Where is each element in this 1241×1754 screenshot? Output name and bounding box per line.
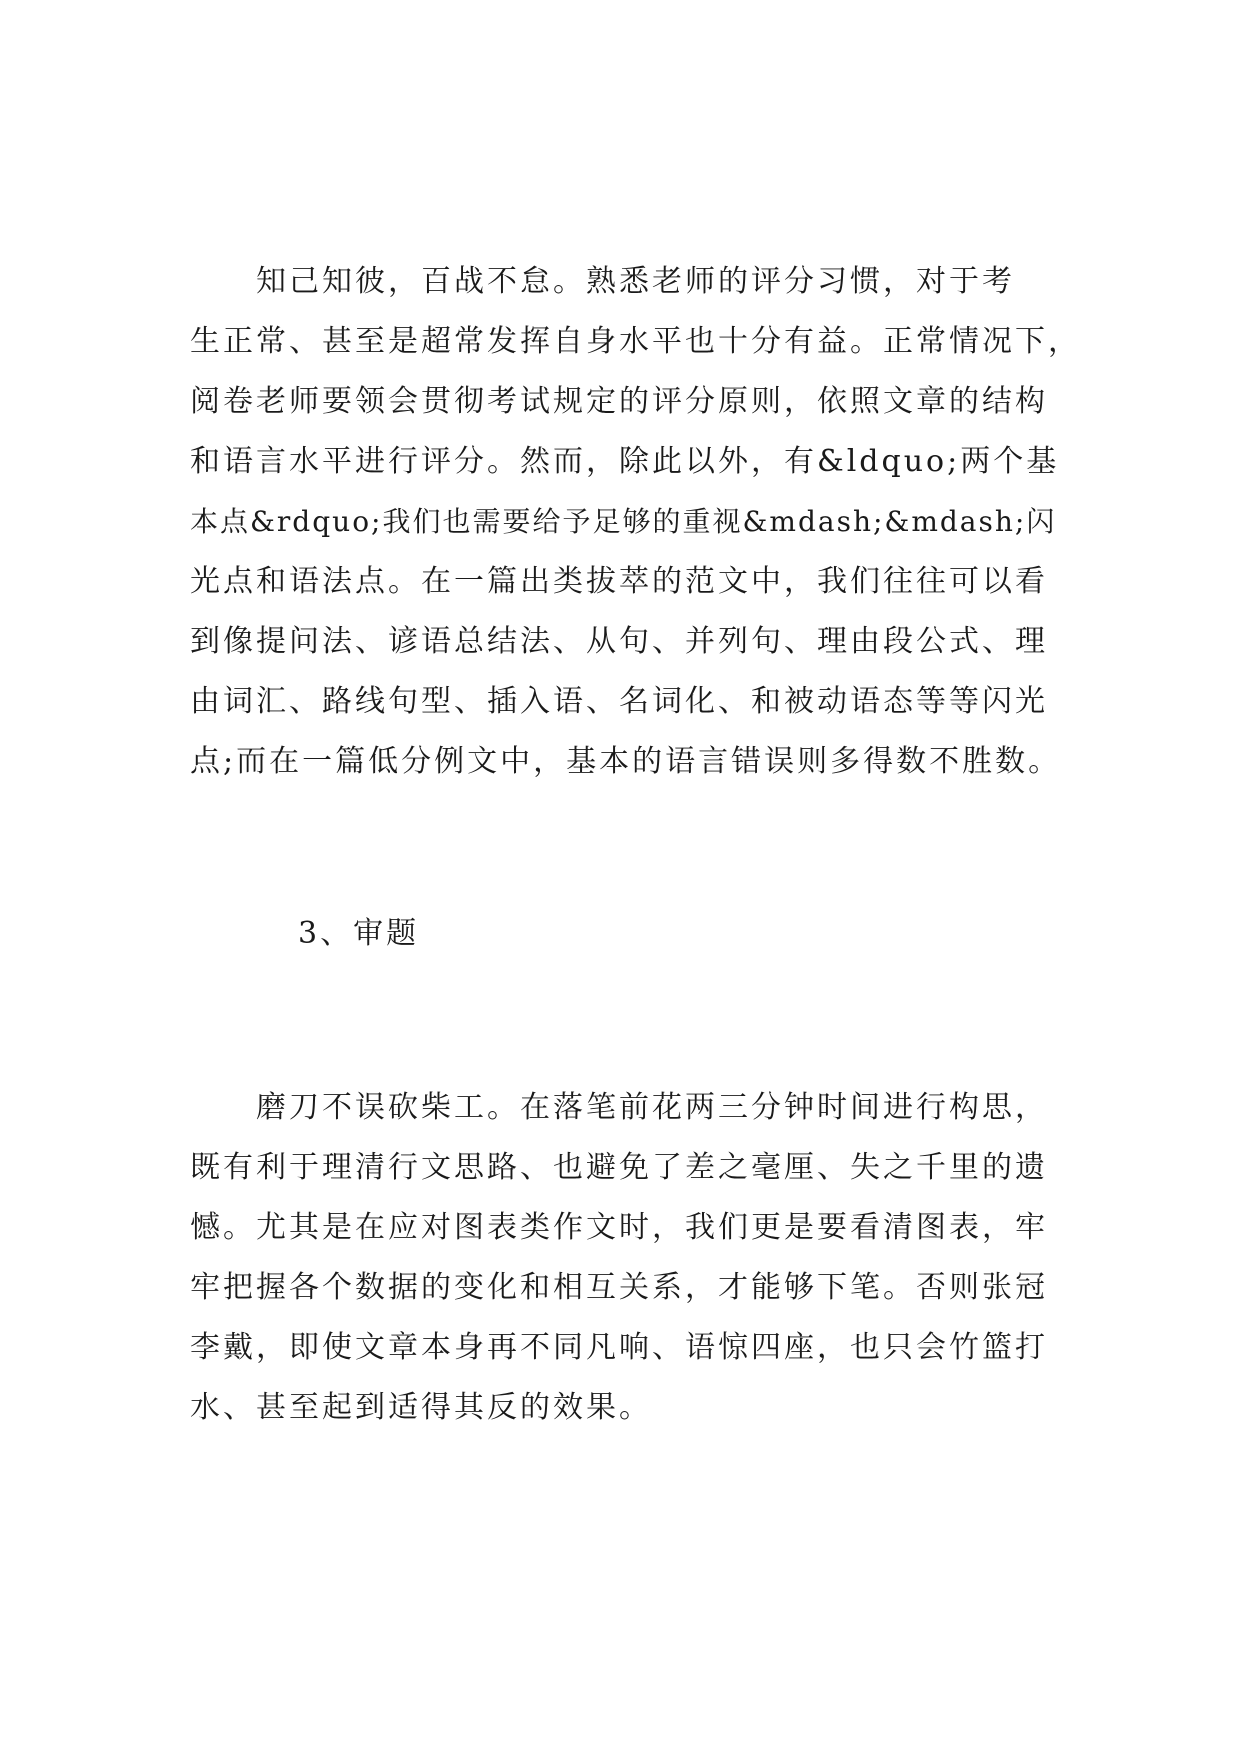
paragraph-line: 点;而在一篇低分例文中，基本的语言错误则多得数不胜数。 bbox=[190, 744, 1062, 779]
paragraph-line: 憾。尤其是在应对图表类作文时，我们更是要看清图表，牢 bbox=[190, 1210, 1048, 1245]
paragraph-line: 牢把握各个数据的变化和相互关系，才能够下笔。否则张冠 bbox=[190, 1270, 1048, 1305]
paragraph-line: 到像提问法、谚语总结法、从句、并列句、理由段公式、理 bbox=[190, 624, 1048, 659]
paragraph-line: 李戴，即使文章本身再不同凡响、语惊四座，也只会竹篮打 bbox=[190, 1330, 1048, 1365]
section-heading: 3、审题 bbox=[298, 916, 420, 951]
paragraph-line: 阅卷老师要领会贯彻考试规定的评分原则，依照文章的结构 bbox=[190, 384, 1048, 419]
paragraph-line: 既有利于理清行文思路、也避免了差之毫厘、失之千里的遗 bbox=[190, 1150, 1048, 1185]
paragraph-line: 光点和语法点。在一篇出类拔萃的范文中，我们往往可以看 bbox=[190, 564, 1048, 599]
paragraph-line: 本点&rdquo;我们也需要给予足够的重视&mdash;&mdash;闪 bbox=[190, 505, 1057, 538]
paragraph-line: 水、甚至起到适得其反的效果。 bbox=[190, 1390, 652, 1425]
paragraph-line: 磨刀不误砍柴工。在落笔前花两三分钟时间进行构思， bbox=[190, 1090, 1048, 1125]
paragraph-line: 和语言水平进行评分。然而，除此以外，有&ldquo;两个基 bbox=[190, 444, 1060, 479]
paragraph-line: 由词汇、路线句型、插入语、名词化、和被动语态等等闪光 bbox=[190, 684, 1048, 719]
paragraph-line: 知己知彼，百战不怠。熟悉老师的评分习惯，对于考 bbox=[190, 264, 1015, 299]
paragraph-line: 生正常、甚至是超常发挥自身水平也十分有益。正常情况下， bbox=[190, 324, 1081, 359]
